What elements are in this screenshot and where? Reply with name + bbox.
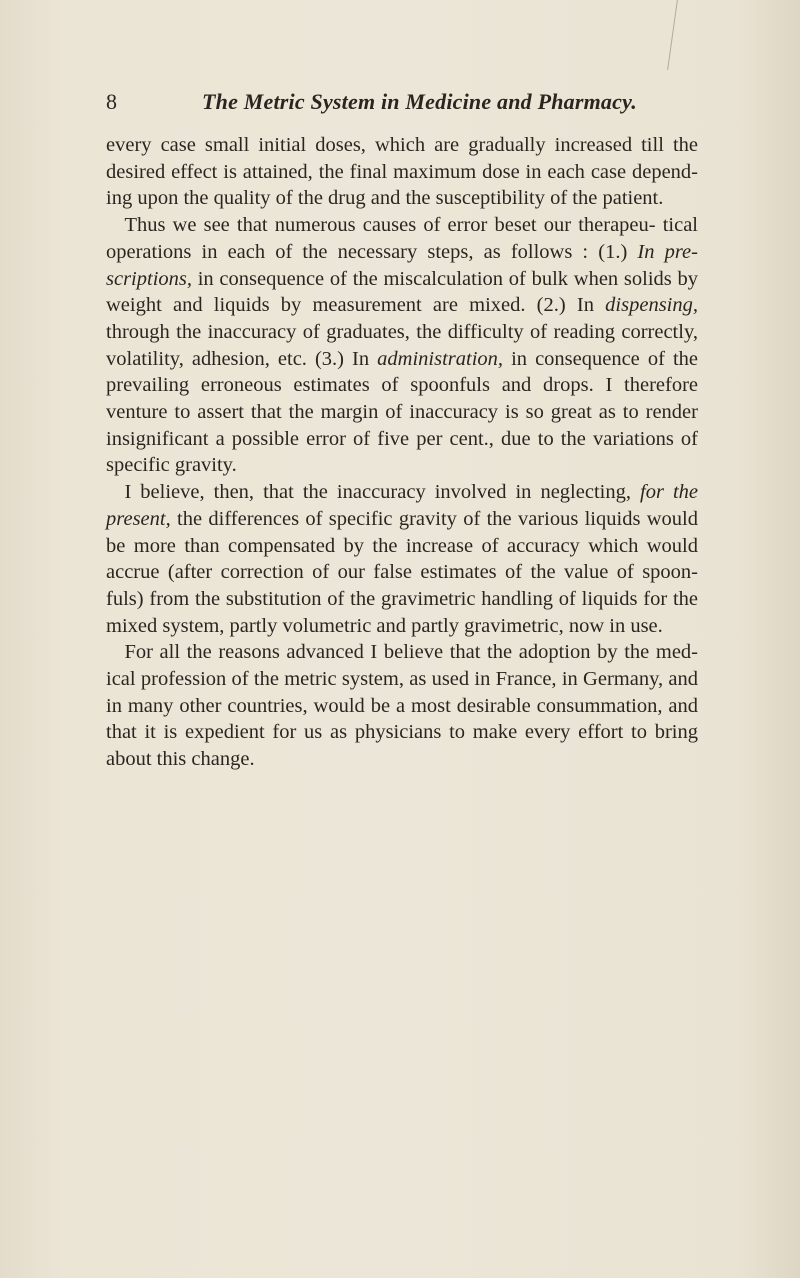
- paragraph-causes-of-error: [106, 212, 698, 479]
- italic-run: for the present,: [106, 481, 698, 530]
- italic-run: administration,: [377, 347, 504, 370]
- text-run: For all the reasons advanced I believe that the adoption by the med- ical profession of the metric system, as used in France, in Germany, and in many other countries, would be a most desirable consummation, and that it is expedient for us as physicians to make every effort to bring about this change.: [106, 641, 698, 771]
- text-run: in consequence of the prevailing erroneous estimates of spoonfuls and drops. I therefore venture to assert that the margin of inaccuracy is so great as to render insignificant a possible error of five per cent., due to the variations of specific gravity.: [106, 347, 698, 477]
- text-run: Thus we see that numerous causes of error beset our therapeu- tical operations in each of the necessary steps, as follows : (1.): [106, 214, 698, 263]
- text-run: the differences of specific gravity of the various liquids would be more than compensated by the increase of accuracy which would accrue (after correction of our false estimates of the value of spoon- fuls) from the substitution of the gravimetric handling of liquids for the mixed system, partly volumetric and partly gravimetric, now in use.: [106, 507, 698, 637]
- text-run: every case small initial doses, which are gradually increased till the desired effect is attained, the final maximum dose in each case depend- ing upon the quality of the drug and the susceptibility of the patient.: [106, 134, 698, 210]
- text-run: in consequence of the miscalculation of bulk when solids by weight and liquids by measurement are mixed. (2.) In: [106, 267, 698, 317]
- text-run: through the inaccuracy of graduates, the difficulty of reading correctly, volatility, adhesion, etc. (3.) In: [106, 320, 698, 370]
- page-header: [106, 87, 706, 117]
- italic-run: In pre- scriptions,: [106, 240, 698, 290]
- page-number: 8: [106, 89, 117, 114]
- running-title: The Metric System in Medicine and Pharmacy.: [202, 89, 637, 114]
- paper-crease-mark: [667, 0, 684, 70]
- paragraph-conclusion: [106, 639, 698, 773]
- body-text: [106, 132, 698, 773]
- paragraph-inaccuracy: [106, 479, 698, 639]
- paragraph-continuation: [106, 132, 698, 212]
- text-run: I believe, then, that the inaccuracy involved in neglecting,: [124, 481, 640, 504]
- italic-run: dispensing,: [605, 294, 698, 317]
